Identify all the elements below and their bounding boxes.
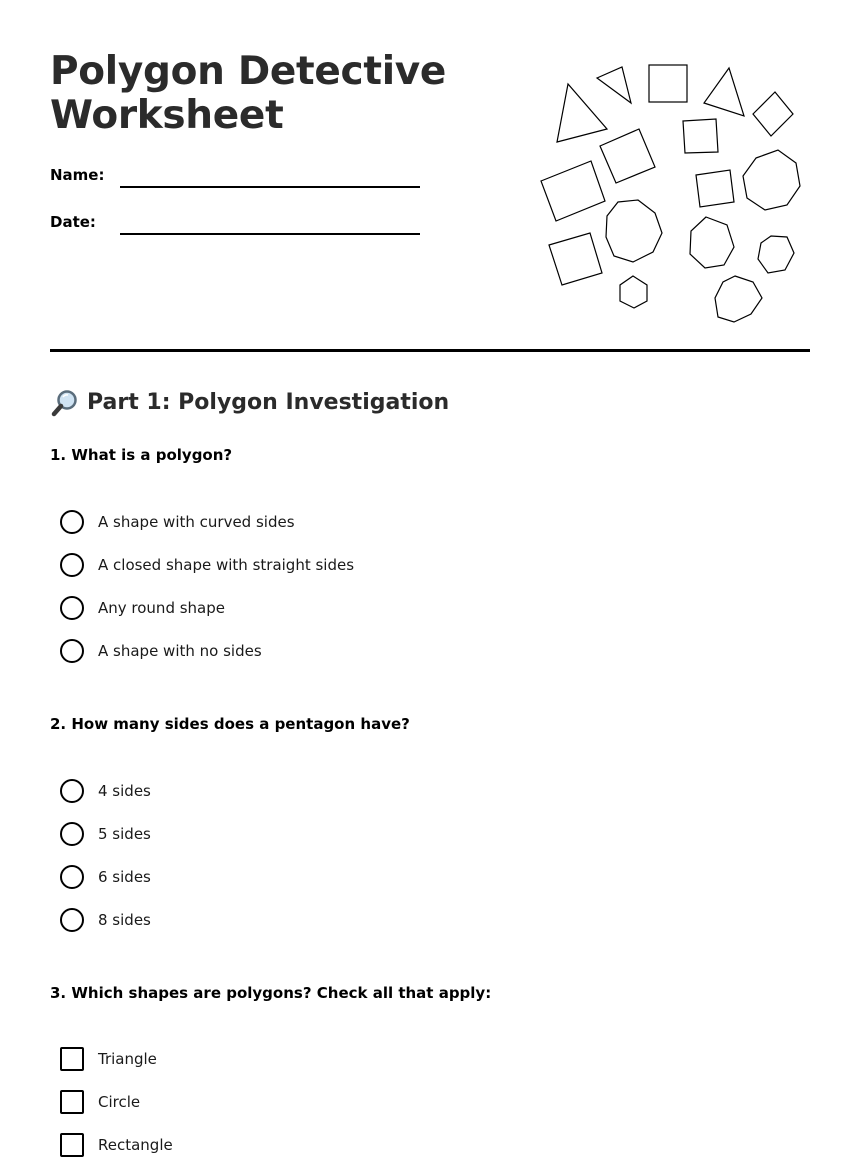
option-radio[interactable] <box>60 638 262 664</box>
checkbox[interactable] <box>60 1133 84 1157</box>
checkbox[interactable] <box>60 1047 84 1071</box>
option-checkbox[interactable] <box>60 1132 173 1158</box>
square-shape <box>549 233 602 285</box>
option-checkbox[interactable] <box>60 1046 157 1072</box>
option-radio[interactable] <box>60 778 151 804</box>
option-label: 8 sides <box>98 911 151 929</box>
question-2 <box>50 714 810 734</box>
date-line[interactable] <box>120 233 420 235</box>
option-label: Rectangle <box>98 1136 173 1154</box>
option-label: A closed shape with straight sides <box>98 556 355 574</box>
square-shape <box>683 119 718 153</box>
option-label: Circle <box>98 1093 141 1111</box>
worksheet-title: Polygon Detective Worksheet <box>50 49 447 138</box>
option-label: Triangle <box>98 1050 157 1068</box>
radio-button[interactable] <box>60 908 84 932</box>
polygon-shapes-illustration <box>538 55 810 330</box>
option-label: 5 sides <box>98 825 151 843</box>
date-label: Date: <box>50 213 96 231</box>
option-radio[interactable] <box>60 552 354 578</box>
name-line[interactable] <box>120 186 420 188</box>
section-divider <box>50 349 810 352</box>
radio-button[interactable] <box>60 553 84 577</box>
hexagon-shape <box>620 276 647 308</box>
part1-heading <box>50 388 449 418</box>
option-label: 6 sides <box>98 868 151 886</box>
triangle-shape <box>597 67 631 103</box>
worksheet-page <box>50 0 810 1161</box>
diamond-shape <box>753 92 793 136</box>
option-radio[interactable] <box>60 595 225 621</box>
option-checkbox[interactable] <box>60 1089 140 1115</box>
question-text: 3. Which shapes are polygons? Check all that apply: <box>50 984 492 1002</box>
radio-button[interactable] <box>60 510 84 534</box>
question-text: 2. How many sides does a pentagon have? <box>50 715 410 733</box>
heptagon-shape <box>715 276 762 322</box>
option-label: Any round shape <box>98 599 225 617</box>
radio-button[interactable] <box>60 822 84 846</box>
name-label: Name: <box>50 166 105 184</box>
square-shape <box>600 129 655 183</box>
checkbox[interactable] <box>60 1090 84 1114</box>
name-field <box>50 166 420 196</box>
magnifying-glass-icon <box>50 388 80 418</box>
square-shape <box>541 161 605 221</box>
triangle-shape <box>557 84 607 142</box>
option-radio[interactable] <box>60 907 151 933</box>
radio-button[interactable] <box>60 779 84 803</box>
question-3 <box>50 983 810 1003</box>
part1-heading-text: Part 1: Polygon Investigation <box>87 390 450 415</box>
option-radio[interactable] <box>60 864 151 890</box>
option-radio[interactable] <box>60 821 151 847</box>
option-label: A shape with no sides <box>98 642 262 660</box>
option-label: A shape with curved sides <box>98 513 295 531</box>
radio-button[interactable] <box>60 596 84 620</box>
date-field <box>50 213 420 243</box>
octagon-shape <box>606 200 662 262</box>
option-label: 4 sides <box>98 782 151 800</box>
square-shape <box>696 170 734 207</box>
option-radio[interactable] <box>60 509 295 535</box>
heptagon-shape <box>690 217 734 268</box>
square-shape <box>649 65 687 102</box>
question-1 <box>50 445 810 465</box>
question-text: 1. What is a polygon? <box>50 446 233 464</box>
radio-button[interactable] <box>60 865 84 889</box>
triangle-shape <box>704 68 744 116</box>
radio-button[interactable] <box>60 639 84 663</box>
star-hexagon-shape <box>758 236 794 273</box>
octagon-shape <box>743 150 800 210</box>
